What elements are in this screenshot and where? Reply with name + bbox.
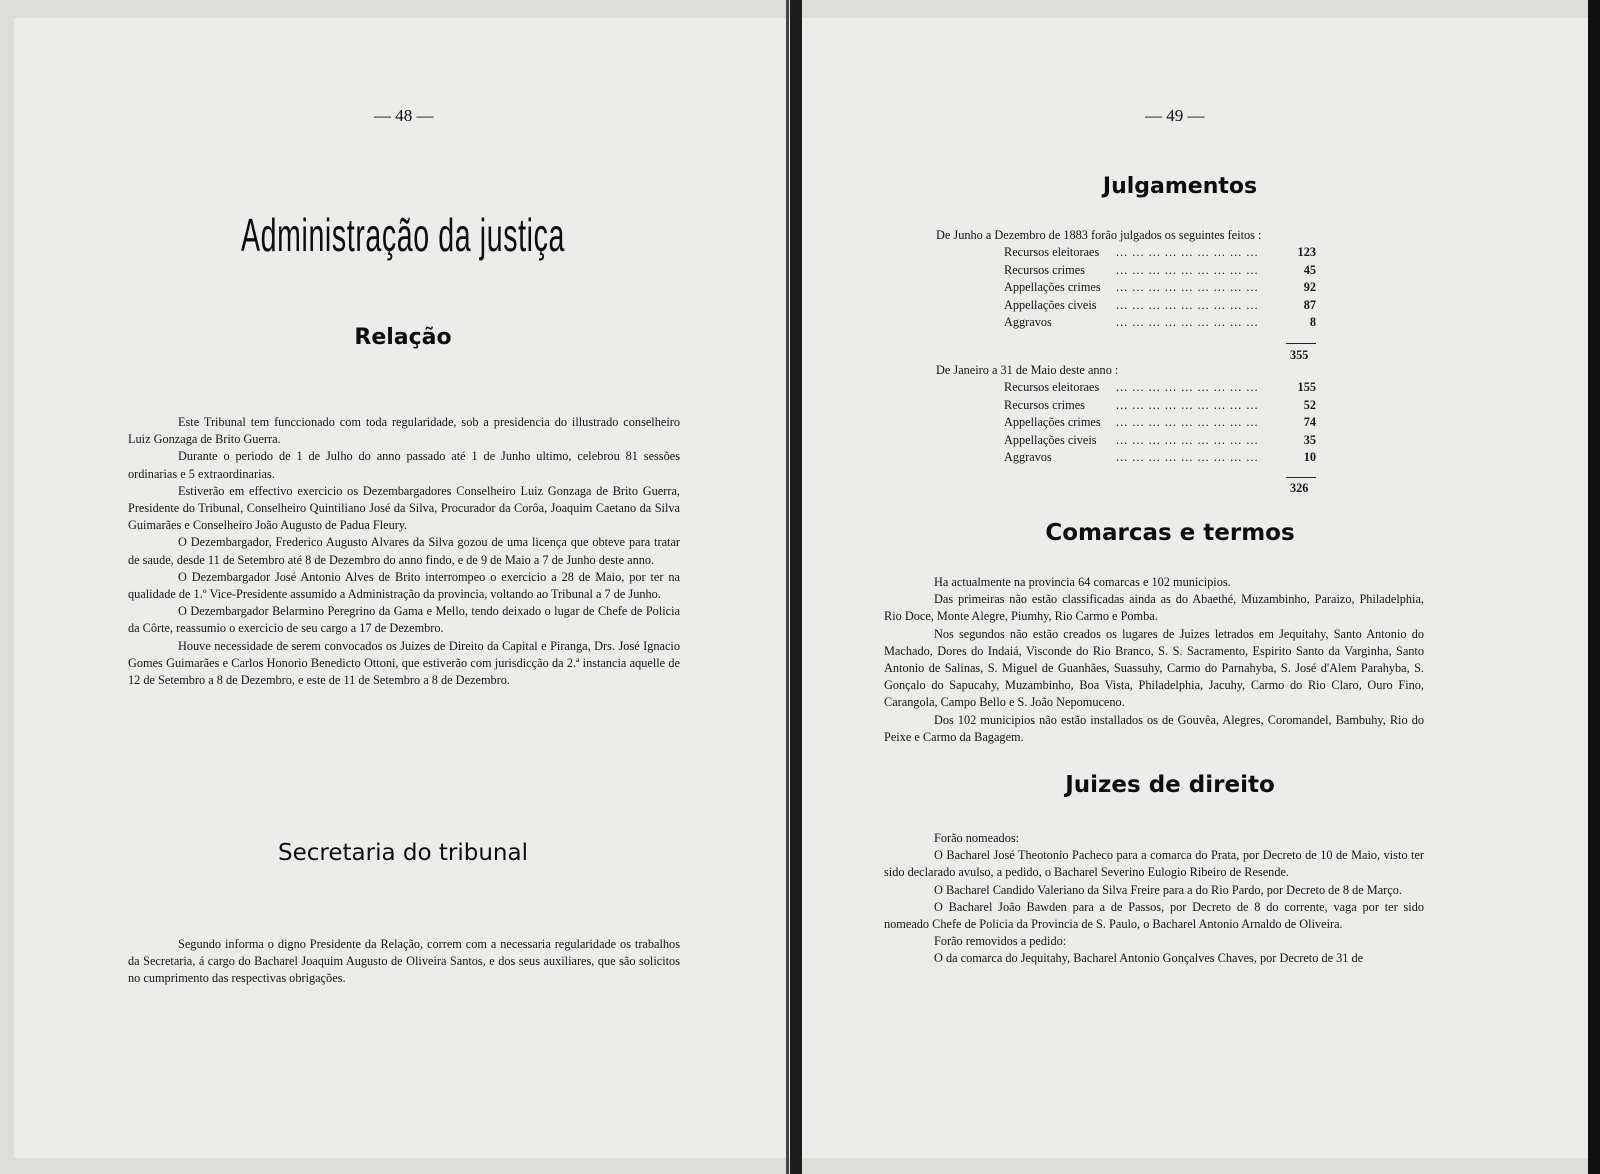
leader-dots: ... ... ... ... ... ... ... ... ... [1116,245,1259,259]
paragraph: O Bacharel José Theotonio Pacheco para a comarca do Prata, por Decreto de 10 de Maio, visto ter sido declarado avulso, a pedido, o Bacharel Severino Eulogio Ribeiro de Resende. [884,848,1424,880]
paragraph: Segundo informa o digno Presidente da Relação, correm com a necessaria regularidade os trabalhos da Secretaria, á cargo do Bacharel Joaquim Augusto de Oliveira Santos, e dos seus auxiliares, que são solicitos no cumprimento das respectivas obrigações. [128,937,680,986]
right-page [800,18,1588,1158]
row-value: 45 [1303,262,1316,277]
julgamentos-row [1004,398,1316,416]
page-edge [1588,0,1600,1174]
paragraph: O da comarca do Jequitahy, Bacharel Antonio Gonçalves Chaves, por Decreto de 31 de [934,951,1364,966]
row-label: Appellações civeis [1004,432,1097,447]
paragraph: Forão removidos a pedido: [934,934,1067,949]
row-value: 74 [1303,415,1316,429]
julgamentos-intro: De Junho a Dezembro de 1883 forão julgados os seguintes feitos : [936,228,1262,242]
paragraph: Das primeiras não estão classificadas ainda as do Abaethé, Muzambinho, Paraizo, Philadelphia, Rio Doce, Monte Alegre, Piumhy, Rio Carmo e Pomba. [884,592,1424,624]
paragraph: O Dezembargador, Frederico Augusto Alvares da Silva gozou de uma licença que obteve para tratar de saude, desde 11 de Setembro até 8 de Dezembro do anno findo, e de 9 de Maio a 7 de Junho deste anno. [128,535,680,567]
book-gutter [790,0,802,1174]
row-value: 155 [1297,380,1316,394]
paragraph: Ha actualmente na provincia 64 comarcas e 102 municipios. [934,575,1231,589]
paragraph: Dos 102 municipios não estão installados os de Gouvêa, Alegres, Coromandel, Bambuhy, Rio do Peixe e Carmo da Bagagem. [884,712,1424,744]
row-value: 10 [1303,450,1316,464]
sum-rule [1286,343,1316,344]
paragraph: Estiverão em effectivo exercicio os Dezembargadores Conselheiro Luiz Gonzaga de Brito Guerra, Presidente do Tribunal, Conselheiro Quintiliano José da Silva, Procurador da Corôa, Joaquim Caetano da Silva Guimarães e Conselheiro João Augusto de Padua Fleury. [128,483,680,533]
leader-dots: ... ... ... ... ... ... ... ... ... [1116,297,1259,312]
julgamentos-row [1004,280,1316,298]
julgamentos-row [1004,298,1316,316]
row-label: Aggravos [1004,315,1052,329]
binding-shadow [786,0,789,1174]
leader-dots: ... ... ... ... ... ... ... ... ... [1116,397,1259,412]
paragraph: O Dezembargador José Antonio Alves de Brito interrompeo o exercicio a 28 de Maio, por ter na qualidade de 1.º Vice-Presidente assumido a Administração da provincia, voltando ao Tribunal a 7 de Junho. [128,569,680,602]
leader-dots: ... ... ... ... ... ... ... ... ... [1116,280,1259,294]
julgamentos-row [1004,245,1316,263]
row-label: Appellações civeis [1004,297,1097,312]
leader-dots: ... ... ... ... ... ... ... ... ... [1116,380,1259,394]
leader-dots: ... ... ... ... ... ... ... ... ... [1116,450,1259,464]
section-heading-relacao: Relação [354,325,452,350]
leader-dots: ... ... ... ... ... ... ... ... ... [1116,315,1259,329]
julgamentos-row [1004,315,1316,333]
julgamentos-total: 326 [1290,481,1309,495]
paragraph: Forão nomeados: [934,831,1020,845]
row-label: Recursos eleitoraes [1004,245,1100,259]
section-heading-secretaria: Secretaria do tribunal [278,840,528,866]
paragraph: Nos segundos não estão creados os lugares de Juizes letrados em Jequitahy, Santo Antonio do Machado, Dores do Indaiá, Visconde do Rio Branco, S. S. Sacramento, Espirito Santo da Varginha, Santo Antonio de Salinas, S. Miguel de Guanhães, Suassuhy, Carmo do Parnahyba, S. José d'Alem Parahyba, S. Gonçalo do Sapucahy, Muzambinho, Boa Vista, Philadelphia, Jacuhy, Carmo do Rio Claro, Ouro Fino, Carangola, Campo Bello e S. João Nepomuceno. [884,626,1424,710]
paragraph: Houve necessidade de serem convocados os Juizes de Direito da Capital e Piranga, Drs. José Ignacio Gomes Guimarães e Carlos Honorio Benedicto Ottoni, que estiverão com jurisdicção da 2.ª instancia aquelle de 12 de Setembro a 8 de Dezembro, e este de 11 de Setembro a 8 de Dezembro. [128,638,680,688]
comarcas-text [884,574,1424,746]
page-number: — 49 — [1145,106,1205,125]
row-value: 92 [1303,280,1316,294]
juizes-text [884,830,1424,968]
page-number: — 48 — [374,106,434,125]
row-label: Appellações crimes [1004,280,1101,294]
section-heading-julgamentos: Julgamentos [1102,174,1258,199]
row-value: 35 [1303,432,1316,447]
relacao-text [128,414,680,689]
row-value: 8 [1309,315,1316,329]
row-value: 123 [1297,245,1316,259]
julgamentos-row [1004,450,1316,468]
section-heading-comarcas: Comarcas e termos [1045,520,1295,546]
julgamentos-row [1004,380,1316,398]
paragraph: Durante o periodo de 1 de Julho do anno passado até 1 de Junho ultimo, celebrou 81 sessões ordinarias e 5 extraordinarias. [128,449,680,481]
left-page [14,18,792,1158]
row-value: 52 [1303,397,1316,412]
julgamentos-row [1004,433,1316,451]
section-heading-juizes: Juizes de direito [1065,772,1275,798]
secretaria-text [128,936,680,988]
leader-dots: ... ... ... ... ... ... ... ... ... [1116,262,1259,277]
julgamentos-total: 355 [1290,348,1309,362]
sum-rule [1286,477,1316,478]
julgamentos-row [1004,263,1316,281]
julgamentos-intro: De Janeiro a 31 de Maio deste anno : [936,363,1119,377]
paragraph: O Bacharel Candido Valeriano da Silva Freire para a do Rio Pardo, por Decreto de 8 de Março. [934,882,1402,897]
row-label: Appellações crimes [1004,415,1101,429]
leader-dots: ... ... ... ... ... ... ... ... ... [1116,415,1259,429]
row-value: 87 [1303,297,1316,312]
paragraph: Este Tribunal tem funccionado com toda regularidade, sob a presidencia do illustrado conselheiro Luiz Gonzaga de Brito Guerra. [128,415,680,447]
row-label: Aggravos [1004,450,1052,464]
row-label: Recursos eleitoraes [1004,380,1100,394]
row-label: Recursos crimes [1004,397,1085,412]
paragraph: O Dezembargador Belarmino Peregrino da Gama e Mello, tendo deixado o lugar de Chefe de Policia da Côrte, reassumio o exercicio de seu cargo a 17 de Dezembro. [128,604,680,636]
row-label: Recursos crimes [1004,262,1085,277]
paragraph: O Bacharel João Bawden para a de Passos, por Decreto de 8 do corrente, vaga por ter sido nomeado Chefe de Policia da Provincia de S. Paulo, o Bacharel Antonio Arnaldo de Oliveira. [884,899,1424,932]
leader-dots: ... ... ... ... ... ... ... ... ... [1116,432,1259,447]
main-title: Administração da justiça [240,209,565,261]
julgamentos-row [1004,415,1316,433]
